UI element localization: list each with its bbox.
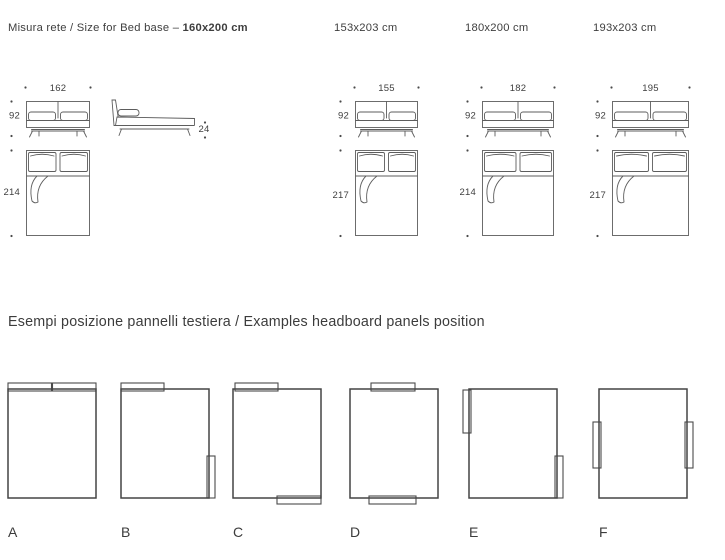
headboard-example-c-figure xyxy=(225,378,331,506)
dim-base-height: 24 xyxy=(198,124,210,135)
headboard-example-f xyxy=(591,378,697,548)
dim-height: 92 xyxy=(9,110,20,122)
headboard-example-a xyxy=(0,378,106,548)
dim-length: 214 xyxy=(460,187,476,198)
dim-length: 214 xyxy=(4,187,20,198)
dim-height: 92 xyxy=(338,110,349,122)
headboard-example-c xyxy=(225,378,331,548)
bed-drawing-160x200 xyxy=(4,80,96,242)
size-header-1 xyxy=(8,22,248,34)
headboard-example-d xyxy=(342,378,448,548)
dim-length: 217 xyxy=(333,190,349,201)
headboard-example-e-figure xyxy=(461,378,567,506)
size-header-2: 153x203 cm xyxy=(334,22,398,34)
headboard-example-e xyxy=(461,378,567,548)
plan-view xyxy=(356,151,418,236)
headboard-example-b xyxy=(113,378,219,548)
dim-width: 155 xyxy=(378,83,395,94)
headboard-example-f-figure xyxy=(591,378,697,506)
bed-drawing-193x203 xyxy=(590,80,695,242)
bed-drawing-160x200-svg xyxy=(4,80,96,242)
dim-width: 195 xyxy=(642,83,659,94)
example-label-f: F xyxy=(599,524,608,540)
bed-drawing-153x203-svg xyxy=(333,80,424,242)
dim-width: 162 xyxy=(49,83,67,94)
headboard-example-d-figure xyxy=(342,378,448,506)
size-header-1-prefix: Misura rete / Size for Bed base – xyxy=(8,22,183,34)
front-view xyxy=(483,102,554,138)
bed-drawing-180x200 xyxy=(460,80,560,242)
front-view xyxy=(27,102,90,138)
plan-view xyxy=(613,151,689,236)
bed-drawing-180x200-svg xyxy=(460,80,560,242)
example-label-a: A xyxy=(8,524,18,540)
dim-height: 92 xyxy=(465,110,476,122)
size-header-3: 180x200 cm xyxy=(465,22,529,34)
size-header-1-bold: 160x200 cm xyxy=(182,22,248,34)
bed-side-view-svg xyxy=(98,94,220,142)
headboard-example-a-figure xyxy=(0,378,106,506)
dim-height: 92 xyxy=(595,110,606,122)
example-label-b: B xyxy=(121,524,131,540)
example-label-d: D xyxy=(350,524,361,540)
example-label-c: C xyxy=(233,524,244,540)
plan-view xyxy=(27,151,90,236)
bed-side-view-160x200 xyxy=(98,94,220,142)
bed-drawing-153x203 xyxy=(333,80,424,242)
dim-width: 182 xyxy=(509,83,527,94)
front-view xyxy=(613,102,689,138)
example-label-e: E xyxy=(469,524,479,540)
dim-length: 217 xyxy=(590,190,606,201)
plan-view xyxy=(483,151,554,236)
front-view xyxy=(356,102,418,138)
section-title: Esempi posizione pannelli testiera / Examples headboard panels position xyxy=(8,314,485,330)
size-header-4: 193x203 cm xyxy=(593,22,657,34)
bed-drawing-193x203-svg xyxy=(590,80,695,242)
headboard-example-b-figure xyxy=(113,378,219,506)
